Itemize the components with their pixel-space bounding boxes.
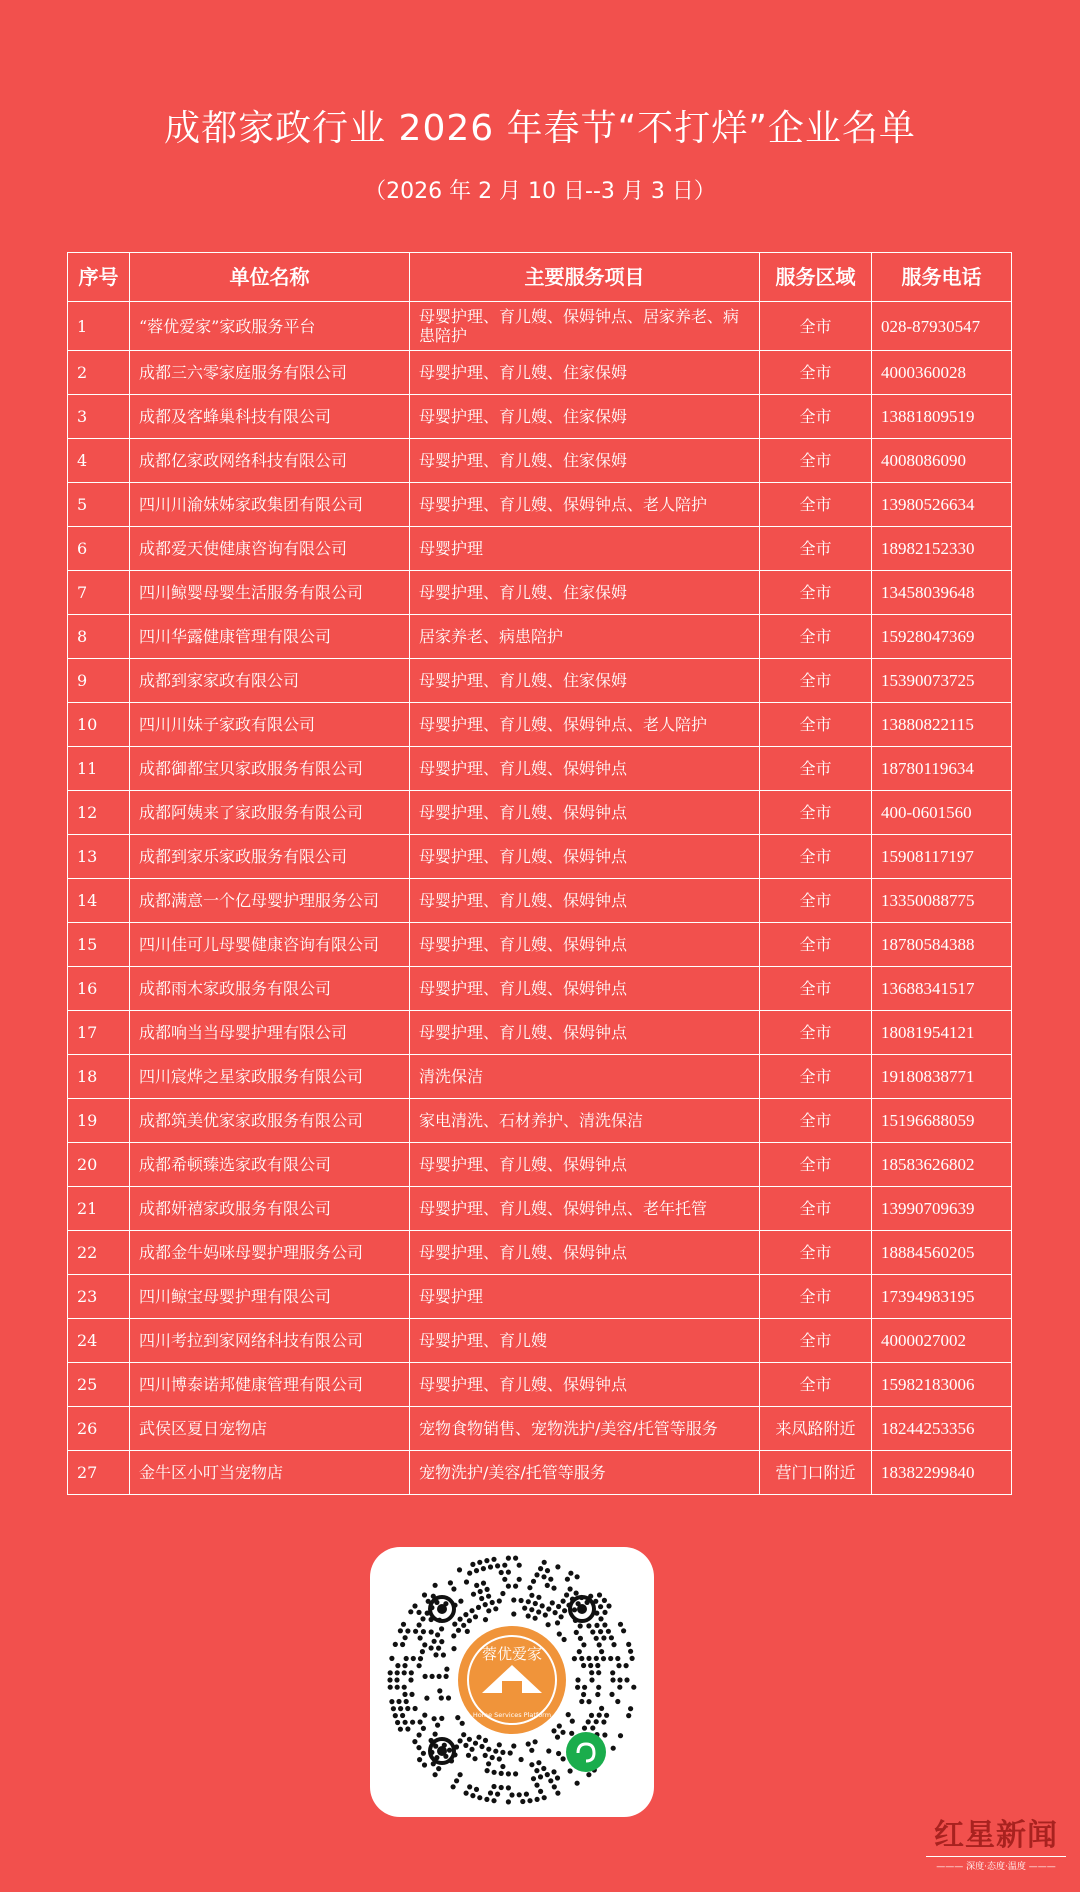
row-company: 成都响当当母婴护理有限公司 (130, 1011, 410, 1055)
row-area: 全市 (760, 351, 872, 395)
row-index: 11 (68, 747, 130, 791)
row-phone[interactable]: 17394983195 (872, 1275, 1012, 1319)
table-row (68, 659, 1012, 703)
row-phone[interactable]: 13881809519 (872, 395, 1012, 439)
row-area: 全市 (760, 1363, 872, 1407)
row-company: 成都阿姨来了家政服务有限公司 (130, 791, 410, 835)
row-index: 5 (68, 483, 130, 527)
row-phone[interactable]: 13688341517 (872, 967, 1012, 1011)
row-phone[interactable]: 15908117197 (872, 835, 1012, 879)
row-services: 母婴护理、育儿嫂、保姆钟点、老年托管 (410, 1187, 760, 1231)
row-area: 全市 (760, 791, 872, 835)
row-company: 金牛区小叮当宠物店 (130, 1451, 410, 1495)
row-company: 四川佳可儿母婴健康咨询有限公司 (130, 923, 410, 967)
row-area: 全市 (760, 439, 872, 483)
row-index: 1 (68, 302, 130, 351)
row-services: 家电清洗、石材养护、清洗保洁 (410, 1099, 760, 1143)
row-index: 10 (68, 703, 130, 747)
mini-program-badge (566, 1732, 606, 1772)
header-company: 单位名称 (130, 253, 410, 302)
row-services: 母婴护理、育儿嫂、住家保姆 (410, 659, 760, 703)
row-phone[interactable]: 4000027002 (872, 1319, 1012, 1363)
logo-text: 蓉优爱家 (481, 1645, 543, 1663)
row-phone[interactable]: 18081954121 (872, 1011, 1012, 1055)
table-row (68, 615, 1012, 659)
table-row (68, 1319, 1012, 1363)
header-phone: 服务电话 (872, 253, 1012, 302)
page-title: 成都家政行业 2026 年春节“不打烊”企业名单 (164, 108, 916, 149)
row-index: 27 (68, 1451, 130, 1495)
row-company: 成都满意一个亿母婴护理服务公司 (130, 879, 410, 923)
row-company: 成都三六零家庭服务有限公司 (130, 351, 410, 395)
row-area: 全市 (760, 1275, 872, 1319)
header-services: 主要服务项目 (410, 253, 760, 302)
row-area: 全市 (760, 302, 872, 351)
row-area: 全市 (760, 1011, 872, 1055)
row-phone[interactable]: 19180838771 (872, 1055, 1012, 1099)
row-index: 23 (68, 1275, 130, 1319)
row-phone[interactable]: 028-87930547 (872, 302, 1012, 351)
row-area: 全市 (760, 659, 872, 703)
table-row (68, 439, 1012, 483)
row-services: 母婴护理、育儿嫂、保姆钟点 (410, 747, 760, 791)
row-phone[interactable]: 15982183006 (872, 1363, 1012, 1407)
row-index: 21 (68, 1187, 130, 1231)
row-company: 四川考拉到家网络科技有限公司 (130, 1319, 410, 1363)
row-index: 3 (68, 395, 130, 439)
row-index: 8 (68, 615, 130, 659)
row-phone[interactable]: 4008086090 (872, 439, 1012, 483)
watermark-slogan: ——— 深度·态度·温度 ——— (926, 1856, 1066, 1872)
table-row (68, 351, 1012, 395)
row-index: 18 (68, 1055, 130, 1099)
row-area: 全市 (760, 1055, 872, 1099)
row-index: 13 (68, 835, 130, 879)
row-index: 16 (68, 967, 130, 1011)
row-company: 成都雨木家政服务有限公司 (130, 967, 410, 1011)
row-area: 全市 (760, 747, 872, 791)
table-row (68, 1055, 1012, 1099)
row-company: 成都妍禧家政服务有限公司 (130, 1187, 410, 1231)
row-index: 4 (68, 439, 130, 483)
row-services: 母婴护理、育儿嫂、住家保姆 (410, 395, 760, 439)
row-company: 四川博泰诺邦健康管理有限公司 (130, 1363, 410, 1407)
row-area: 营门口附近 (760, 1451, 872, 1495)
row-area: 全市 (760, 395, 872, 439)
table-row (68, 395, 1012, 439)
row-services: 母婴护理、育儿嫂、住家保姆 (410, 351, 760, 395)
row-phone[interactable]: 18583626802 (872, 1143, 1012, 1187)
table-row (68, 1275, 1012, 1319)
row-area: 全市 (760, 703, 872, 747)
table-header-row (68, 253, 1012, 302)
row-phone[interactable]: 18884560205 (872, 1231, 1012, 1275)
row-phone[interactable]: 4000360028 (872, 351, 1012, 395)
row-index: 6 (68, 527, 130, 571)
header-area: 服务区域 (760, 253, 872, 302)
row-index: 20 (68, 1143, 130, 1187)
table-row (68, 703, 1012, 747)
row-area: 全市 (760, 1143, 872, 1187)
table-row (68, 1011, 1012, 1055)
row-area: 全市 (760, 967, 872, 1011)
table-row (68, 747, 1012, 791)
row-services: 母婴护理、育儿嫂、保姆钟点 (410, 835, 760, 879)
row-company: 武侯区夏日宠物店 (130, 1407, 410, 1451)
watermark-logo: 红星新闻 (934, 1818, 1058, 1853)
row-services: 清洗保洁 (410, 1055, 760, 1099)
table-row (68, 923, 1012, 967)
row-index: 17 (68, 1011, 130, 1055)
row-phone[interactable]: 13880822115 (872, 703, 1012, 747)
row-phone[interactable]: 15390073725 (872, 659, 1012, 703)
table-row (68, 1143, 1012, 1187)
table-row (68, 967, 1012, 1011)
table-row (68, 1187, 1012, 1231)
row-index: 24 (68, 1319, 130, 1363)
date-range: （2026 年 2 月 10 日--3 月 3 日） (364, 179, 716, 204)
row-phone[interactable]: 15928047369 (872, 615, 1012, 659)
row-services: 母婴护理、育儿嫂、保姆钟点 (410, 1231, 760, 1275)
table-row (68, 483, 1012, 527)
row-company: 四川川妹子家政有限公司 (130, 703, 410, 747)
row-services: 母婴护理、育儿嫂、保姆钟点 (410, 1011, 760, 1055)
row-services: 宠物洗护/美容/托管等服务 (410, 1451, 760, 1495)
table-row (68, 835, 1012, 879)
row-area: 全市 (760, 835, 872, 879)
row-phone[interactable]: 18780119634 (872, 747, 1012, 791)
row-services: 宠物食物销售、宠物洗护/美容/托管等服务 (410, 1407, 760, 1451)
row-index: 22 (68, 1231, 130, 1275)
row-area: 全市 (760, 1319, 872, 1363)
row-area: 全市 (760, 1187, 872, 1231)
row-area: 来凤路附近 (760, 1407, 872, 1451)
company-table (67, 252, 1012, 1495)
header-index: 序号 (68, 253, 130, 302)
row-company: 成都亿家政网络科技有限公司 (130, 439, 410, 483)
row-index: 7 (68, 571, 130, 615)
row-company: 成都爱天使健康咨询有限公司 (130, 527, 410, 571)
row-services: 母婴护理、育儿嫂 (410, 1319, 760, 1363)
row-phone[interactable]: 18982152330 (872, 527, 1012, 571)
row-company: 四川宸烨之星家政服务有限公司 (130, 1055, 410, 1099)
row-phone[interactable]: 13990709639 (872, 1187, 1012, 1231)
row-index: 14 (68, 879, 130, 923)
row-company: 成都及客蜂巢科技有限公司 (130, 395, 410, 439)
row-company: 成都希顿臻选家政有限公司 (130, 1143, 410, 1187)
row-company: 成都金牛妈咪母婴护理服务公司 (130, 1231, 410, 1275)
row-services: 母婴护理、育儿嫂、保姆钟点 (410, 967, 760, 1011)
row-index: 19 (68, 1099, 130, 1143)
row-company: 成都筑美优家家政服务有限公司 (130, 1099, 410, 1143)
row-services: 母婴护理、育儿嫂、保姆钟点 (410, 1363, 760, 1407)
row-area: 全市 (760, 483, 872, 527)
mini-program-code[interactable] (370, 1547, 654, 1817)
table-row (68, 1231, 1012, 1275)
row-index: 9 (68, 659, 130, 703)
row-index: 2 (68, 351, 130, 395)
row-area: 全市 (760, 923, 872, 967)
row-company: 四川华露健康管理有限公司 (130, 615, 410, 659)
row-index: 25 (68, 1363, 130, 1407)
table-row (68, 1099, 1012, 1143)
table-row (68, 1363, 1012, 1407)
table-row (68, 527, 1012, 571)
row-services: 母婴护理、育儿嫂、保姆钟点 (410, 1143, 760, 1187)
row-company: 四川鲸婴母婴生活服务有限公司 (130, 571, 410, 615)
watermark (926, 1810, 1066, 1872)
row-services: 居家养老、病患陪护 (410, 615, 760, 659)
row-services: 母婴护理、育儿嫂、保姆钟点、老人陪护 (410, 703, 760, 747)
row-area: 全市 (760, 571, 872, 615)
row-services: 母婴护理、育儿嫂、保姆钟点 (410, 791, 760, 835)
row-services: 母婴护理、育儿嫂、保姆钟点、居家养老、病患陪护 (410, 302, 760, 351)
table-row (68, 302, 1012, 351)
row-company: 成都御都宝贝家政服务有限公司 (130, 747, 410, 791)
row-services: 母婴护理、育儿嫂、保姆钟点 (410, 879, 760, 923)
row-phone[interactable]: 15196688059 (872, 1099, 1012, 1143)
table-row (68, 1451, 1012, 1495)
row-area: 全市 (760, 879, 872, 923)
table-row (68, 791, 1012, 835)
row-services: 母婴护理、育儿嫂、保姆钟点、老人陪护 (410, 483, 760, 527)
row-index: 15 (68, 923, 130, 967)
row-phone[interactable]: 13350088775 (872, 879, 1012, 923)
row-index: 12 (68, 791, 130, 835)
table-row (68, 571, 1012, 615)
row-company: 四川鲸宝母婴护理有限公司 (130, 1275, 410, 1319)
row-phone[interactable]: 13980526634 (872, 483, 1012, 527)
logo-subtext: Home Services Platform (472, 1711, 552, 1719)
table-row (68, 879, 1012, 923)
row-area: 全市 (760, 615, 872, 659)
row-area: 全市 (760, 1099, 872, 1143)
row-services: 母婴护理 (410, 1275, 760, 1319)
row-phone[interactable]: 13458039648 (872, 571, 1012, 615)
row-index: 26 (68, 1407, 130, 1451)
row-company: 成都到家乐家政服务有限公司 (130, 835, 410, 879)
qr-card (370, 1547, 654, 1817)
row-phone[interactable]: 400-0601560 (872, 791, 1012, 835)
row-company: 成都到家家政有限公司 (130, 659, 410, 703)
row-area: 全市 (760, 1231, 872, 1275)
row-phone[interactable]: 18780584388 (872, 923, 1012, 967)
row-company: 四川川渝妹姊家政集团有限公司 (130, 483, 410, 527)
table-body (68, 302, 1012, 1495)
row-services: 母婴护理、育儿嫂、住家保姆 (410, 571, 760, 615)
row-services: 母婴护理、育儿嫂、住家保姆 (410, 439, 760, 483)
table-row (68, 1407, 1012, 1451)
row-area: 全市 (760, 527, 872, 571)
row-company: “蓉优爱家”家政服务平台 (130, 302, 410, 351)
row-phone[interactable]: 18382299840 (872, 1451, 1012, 1495)
row-services: 母婴护理 (410, 527, 760, 571)
row-services: 母婴护理、育儿嫂、保姆钟点 (410, 923, 760, 967)
row-phone[interactable]: 18244253356 (872, 1407, 1012, 1451)
